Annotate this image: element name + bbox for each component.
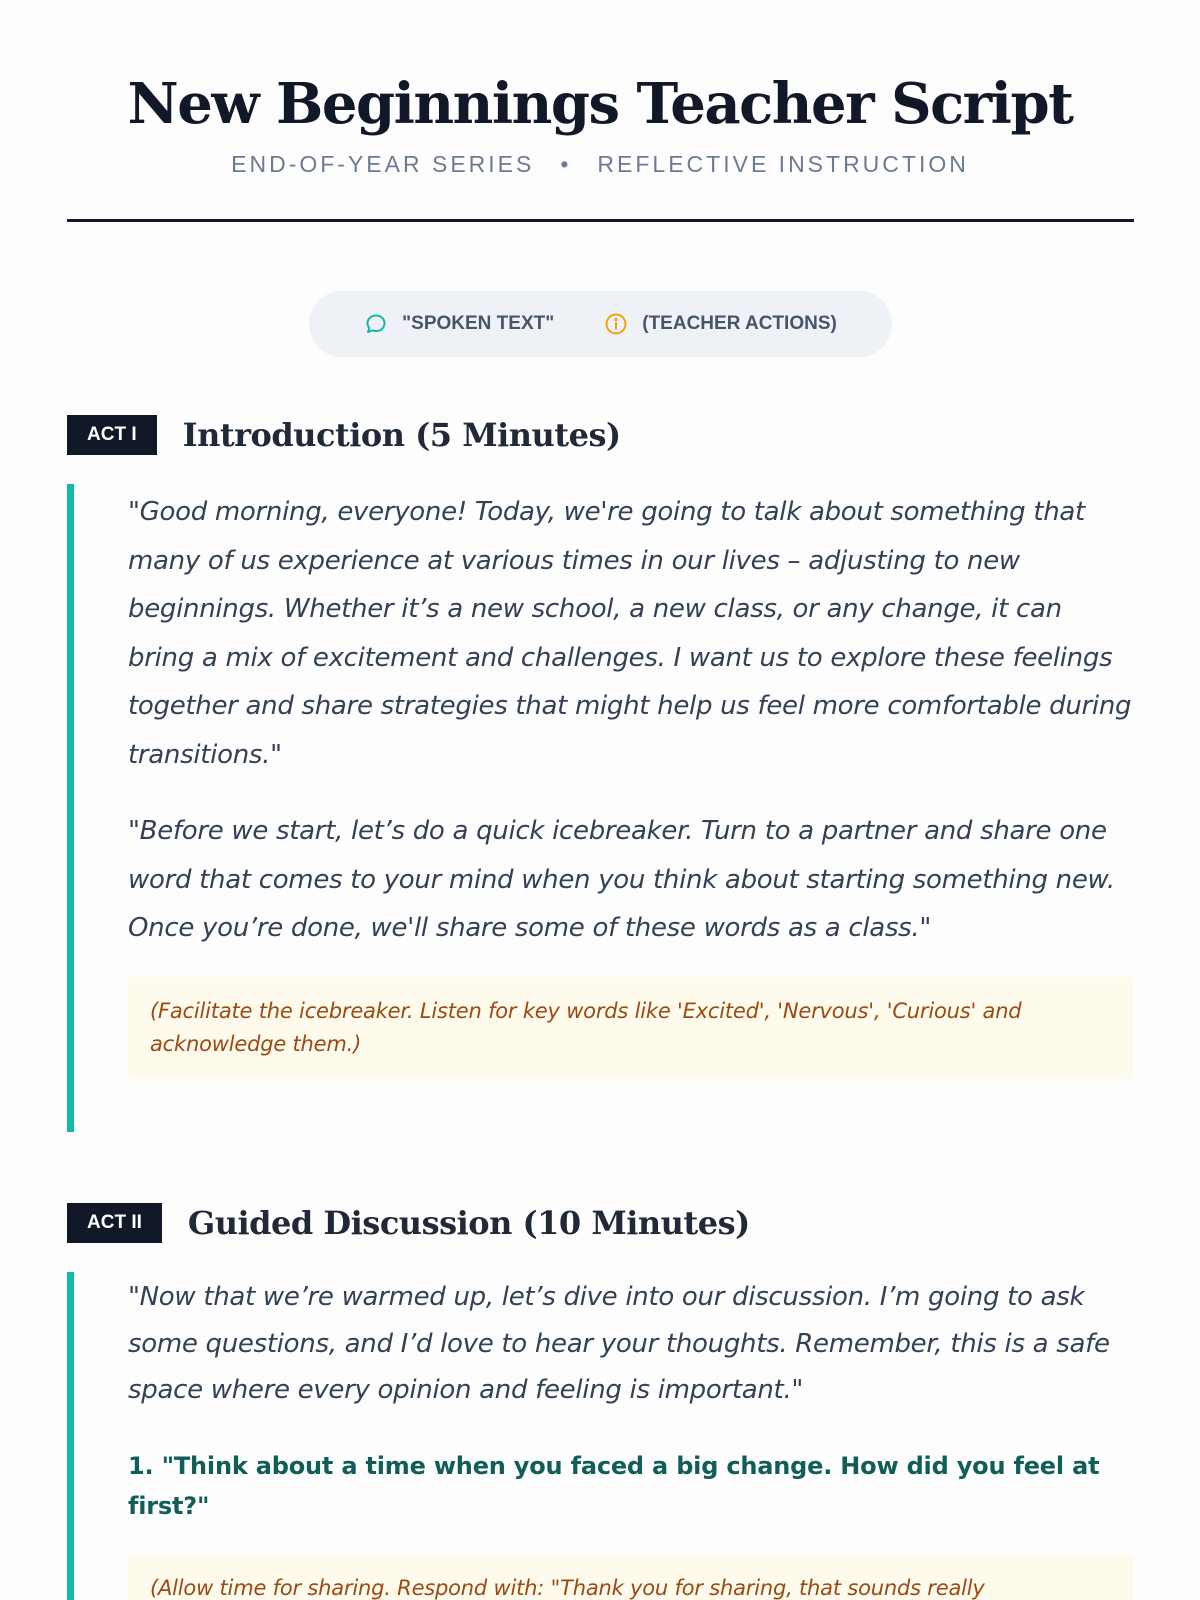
legend-spoken-label: "SPOKEN TEXT": [402, 313, 555, 334]
series-label: END-OF-YEAR SERIES: [231, 151, 535, 177]
category-label: REFLECTIVE INSTRUCTION: [597, 151, 969, 177]
discussion-question: 1. "Think about a time when you faced a big change. How did you feel at first?": [128, 1451, 1100, 1520]
page-subtitle: [0, 146, 1200, 182]
act-title: Guided Discussion (10 Minutes): [187, 1204, 750, 1242]
header-divider: [67, 219, 1134, 222]
act-title: Introduction (5 Minutes): [182, 416, 621, 454]
spoken-text: "Now that we’re warmed up, let’s dive into our discussion. I’m going to ask some questions, and I’d love to hear your thoughts. Remember, this is a safe space where every opinion and feeling is important.": [128, 1282, 1110, 1405]
act-header: [67, 415, 621, 455]
act-badge: ACT II: [67, 1203, 162, 1243]
teacher-action: (Allow time for sharing. Respond with: "Thank you for sharing, that sounds really: [128, 1554, 1134, 1600]
legend-action-label: (TEACHER ACTIONS): [642, 313, 837, 334]
teacher-action: (Facilitate the icebreaker. Listen for key words like 'Excited', 'Nervous', 'Curious' and acknowledge them.): [128, 977, 1134, 1079]
subtitle-separator: •: [560, 151, 572, 177]
act-section: [67, 1272, 1134, 1600]
act-section: [67, 484, 1134, 1132]
legend-spoken: [364, 312, 554, 336]
spoken-text: "Good morning, everyone! Today, we're going to talk about something that many of us experience at various times in our lives – adjusting to new beginnings. Whether it’s a new school, a new class, or any change, it can bring a mix of excitement and challenges. I want us to explore these feelings together and share strategies that might help us feel more comfortable during transitions.": [128, 497, 1132, 770]
spoken-text: "Before we start, let’s do a quick icebreaker. Turn to a partner and share one word that comes to your mind when you think about starting something new. Once you’re done, we'll share some of these words as a class.": [128, 816, 1115, 943]
legend-action: [604, 312, 837, 336]
act-header: [67, 1203, 750, 1243]
speech-bubble-icon: [364, 312, 388, 336]
page-title: New Beginnings Teacher Script: [127, 71, 1073, 137]
act-badge: ACT I: [67, 415, 157, 455]
legend: [309, 291, 892, 357]
info-icon: [604, 312, 628, 336]
